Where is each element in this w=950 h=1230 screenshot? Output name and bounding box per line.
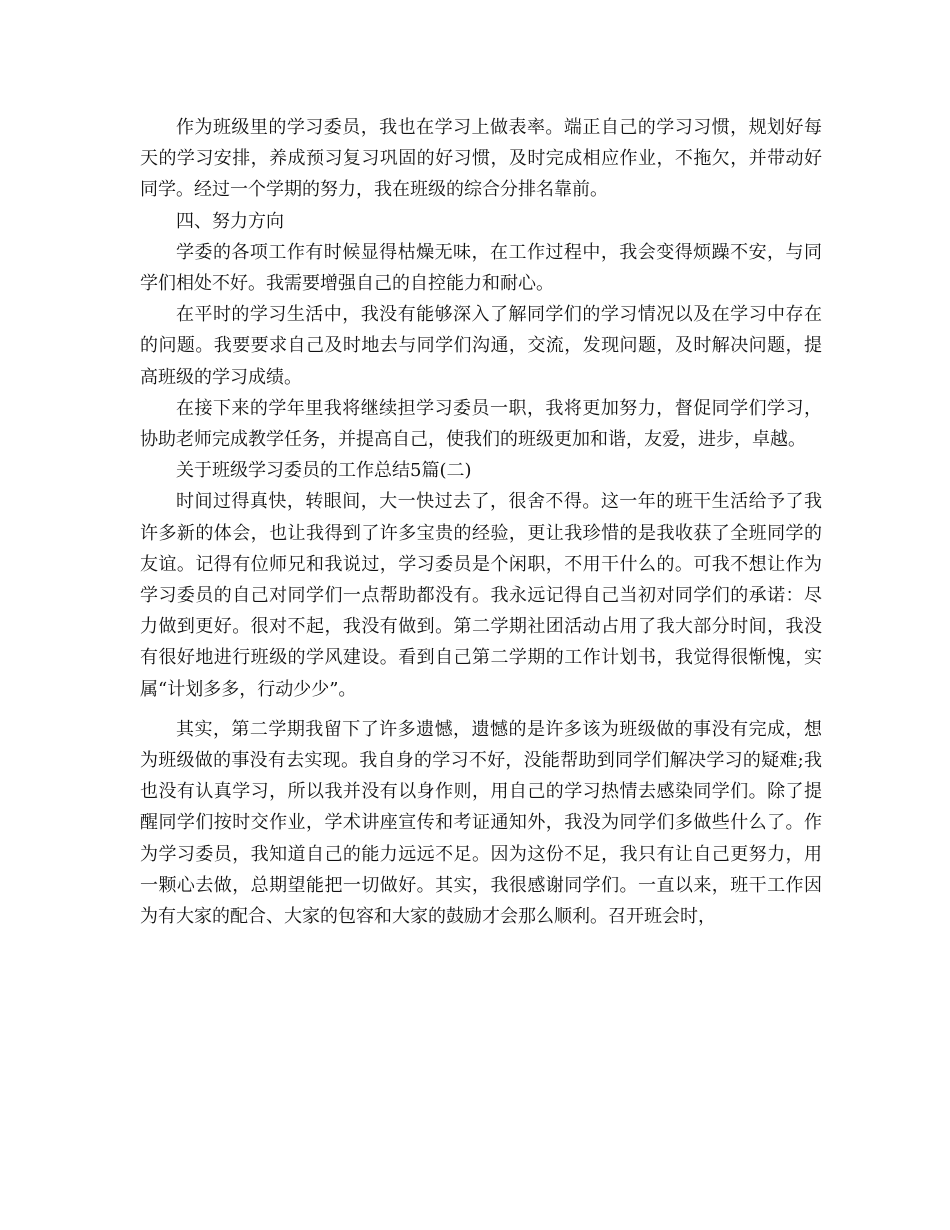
paragraph-study-role-model: 作为班级里的学习委员，我也在学习上做表率。端正自己的学习习惯，规划好每天的学习安排，养成预习复习巩固的好习惯，及时完成相应作业，不拖欠，并带动好同学。经过一个学期的努力，我在班级的综合分排名靠前。 [140,117,822,201]
paragraph-year-reflection: 时间过得真快，转眼间，大一快过去了，很舍不得。这一年的班干生活给予了我许多新的体会，也让我得到了许多宝贵的经验，更让我珍惜的是我收获了全班同学的友谊。记得有位师兄和我说过，学习委员是个闲职，不用干什么的。可我不想让作为学习委员的自己对同学们一点帮助都没有。我永远记得自己当初对同学们的承诺：尽力做到更好。很对不起，我没有做到。第二学期社团活动占用了我大部分时间，我没有很好地进行班级的学风建设。看到自己第二学期的工作计划书，我觉得很惭愧，实属“计划多多，行动少少”。 [140,491,822,700]
section-heading-effort-direction: 四、努力方向 [176,210,284,232]
paragraph-work-weakness: 学委的各项工作有时候显得枯燥无味，在工作过程中，我会变得烦躁不安，与同学们相处不好。我需要增强自己的自控能力和耐心。 [140,241,822,295]
article-title-part-two: 关于班级学习委员的工作总结5篇(二) [176,460,472,482]
document-page [140,112,822,932]
paragraph-next-year-plan: 在接下来的学年里我将继续担学习委员一职，我将更加努力，督促同学们学习，协助老师完成教学任务，并提高自己，使我们的班级更加和谐，友爱，进步，卓越。 [140,397,822,451]
paragraph-regrets: 其实，第二学期我留下了许多遗憾，遗憾的是许多该为班级做的事没有完成，想为班级做的事没有去实现。我自身的学习不好，没能帮助到同学们解决学习的疑难;我也没有认真学习，所以我并没有以身作则，用自己的学习热情去感染同学们。除了提醒同学们按时交作业，学术讲座宣传和考证通知外，我没为同学们多做些什么了。作为学习委员，我知道自己的能力远远不足。因为这份不足，我只有让自己更努力，用一颗心去做，总期望能把一切做好。其实，我很感谢同学们。一直以来，班干工作因为有大家的配合、大家的包容和大家的鼓励才会那么顺利。召开班会时， [140,718,822,928]
paragraph-communication: 在平时的学习生活中，我没有能够深入了解同学们的学习情况以及在学习中存在的问题。我要要求自己及时地去与同学们沟通，交流，发现问题，及时解决问题，提高班级的学习成绩。 [140,304,822,388]
